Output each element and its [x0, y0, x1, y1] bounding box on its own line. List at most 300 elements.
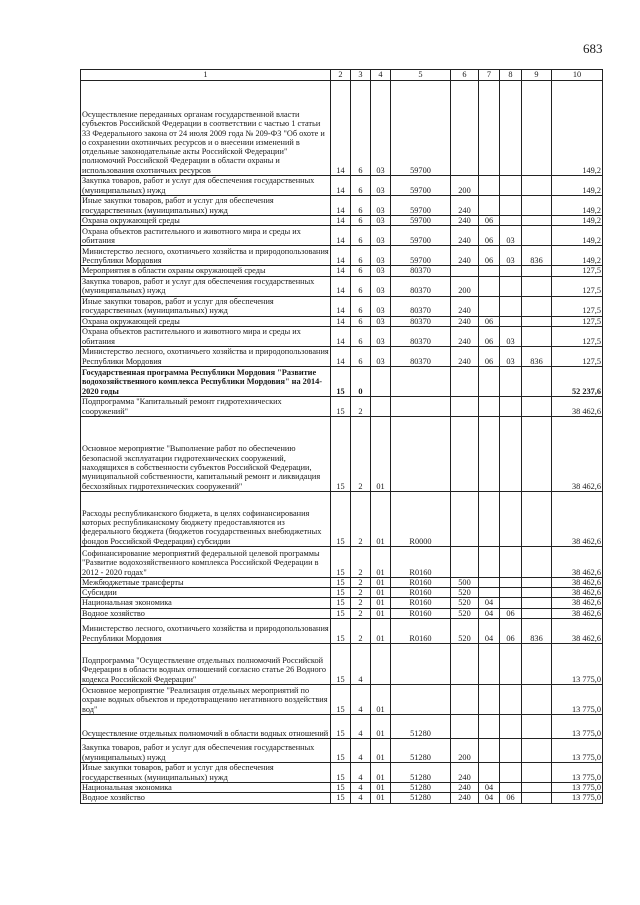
code-vr: 240 [451, 296, 479, 316]
header-cell: 9 [522, 70, 552, 81]
table-row [81, 81, 603, 176]
code-cs [391, 396, 451, 416]
table-row [81, 326, 603, 346]
row-description: Министерство лесного, охотничьего хозяйства и природопользования Республики Мордовия [82, 347, 329, 366]
code-vr: 520 [451, 608, 479, 618]
row-description: Расходы республиканского бюджета, в целях софинансирования которых республиканскому бюджету предоставляются из федерального бюджета (бюджетов государственных внебюджетных фондов Российской Федерации) субсидии [81, 491, 331, 546]
code-gr2 [522, 715, 552, 739]
code-cs: R0000 [391, 491, 451, 546]
table-row [81, 793, 603, 803]
code-gr2 [522, 276, 552, 296]
code-vr [451, 366, 479, 396]
code-vr [451, 266, 479, 276]
code-rz [479, 296, 500, 316]
code-pr2 [500, 176, 522, 196]
table-row [81, 685, 603, 715]
row-description: Закупка товаров, работ и услуг для обеспечения государственных (муниципальных) нужд [81, 739, 331, 763]
code-pr2: 06 [500, 608, 522, 618]
code-pr: 2 [351, 608, 371, 618]
code-rz [479, 81, 500, 176]
row-description: Национальная экономика [81, 783, 331, 793]
code-rz [479, 416, 500, 491]
table-row [81, 546, 603, 577]
code-vr: 240 [451, 196, 479, 216]
header-cell: 6 [451, 70, 479, 81]
code-pr: 2 [351, 396, 371, 416]
code-gr2 [522, 598, 552, 608]
code-pr2: 03 [500, 246, 522, 266]
code-vr: 520 [451, 588, 479, 598]
code-gr: 15 [331, 396, 351, 416]
row-description: Охрана окружающей среды [81, 316, 331, 326]
code-rz [479, 366, 500, 396]
row-amount: 13 775,0 [552, 739, 603, 763]
code-gr2 [522, 396, 552, 416]
code-cs: R0160 [391, 619, 451, 644]
code-gr: 14 [331, 316, 351, 326]
row-amount: 13 775,0 [552, 715, 603, 739]
code-mp: 01 [371, 715, 391, 739]
code-gr2 [522, 81, 552, 176]
code-mp: 01 [371, 491, 391, 546]
code-pr2 [500, 416, 522, 491]
table-row [81, 196, 603, 216]
code-gr: 14 [331, 346, 351, 366]
table-row [81, 608, 603, 618]
code-gr: 15 [331, 619, 351, 644]
code-gr2 [522, 608, 552, 618]
code-pr: 6 [351, 326, 371, 346]
code-gr2 [522, 546, 552, 577]
code-gr2 [522, 366, 552, 396]
row-description: Министерство лесного, охотничьего хозяйства и природопользования Республики Мордовия [82, 246, 329, 265]
code-pr: 6 [351, 226, 371, 246]
code-gr: 14 [331, 176, 351, 196]
code-mp [371, 396, 391, 416]
code-gr: 14 [331, 216, 351, 226]
header-cell: 3 [351, 70, 371, 81]
code-pr2 [500, 491, 522, 546]
code-rz [479, 491, 500, 546]
code-pr2 [500, 81, 522, 176]
code-pr2 [500, 316, 522, 326]
table-row [81, 763, 603, 783]
row-amount: 38 462,6 [552, 598, 603, 608]
table-header-row [81, 70, 603, 81]
row-amount: 149,2 [552, 246, 603, 266]
code-mp [371, 366, 391, 396]
code-mp: 03 [371, 196, 391, 216]
code-rz [479, 176, 500, 196]
code-rz: 06 [479, 326, 500, 346]
code-mp: 01 [371, 739, 391, 763]
code-cs: R0160 [391, 608, 451, 618]
code-pr: 4 [351, 763, 371, 783]
code-pr2 [500, 715, 522, 739]
code-cs: 80370 [391, 316, 451, 326]
code-cs [391, 685, 451, 715]
table-row [81, 246, 603, 266]
code-cs: 51280 [391, 793, 451, 803]
code-pr: 6 [351, 346, 371, 366]
code-vr [451, 81, 479, 176]
code-pr: 6 [351, 196, 371, 216]
code-gr2: 836 [522, 619, 552, 644]
code-gr2 [522, 644, 552, 685]
code-pr2 [500, 366, 522, 396]
code-gr2 [522, 577, 552, 587]
row-description: Иные закупки товаров, работ и услуг для обеспечения государственных (муниципальных) нужд [81, 196, 331, 216]
code-vr [451, 685, 479, 715]
table-row [81, 619, 603, 644]
code-gr2: 836 [522, 246, 552, 266]
row-amount: 52 237,6 [552, 366, 603, 396]
code-rz [479, 588, 500, 598]
code-cs: 51280 [391, 763, 451, 783]
code-rz [479, 763, 500, 783]
row-amount: 127,5 [552, 296, 603, 316]
row-amount: 149,2 [552, 196, 603, 216]
code-rz [479, 276, 500, 296]
code-pr: 6 [351, 176, 371, 196]
code-pr: 6 [351, 276, 371, 296]
code-gr: 15 [331, 577, 351, 587]
code-vr: 200 [451, 176, 479, 196]
table-row [81, 739, 603, 763]
code-cs: R0160 [391, 588, 451, 598]
code-gr2 [522, 416, 552, 491]
code-gr2 [522, 266, 552, 276]
code-gr: 14 [331, 296, 351, 316]
row-description: Охрана объектов растительного и животного мира и среды их обитания [81, 226, 331, 246]
row-description: Министерство лесного, охотничьего хозяйства и природопользования Республики Мордовия [81, 619, 331, 644]
code-rz: 04 [479, 619, 500, 644]
table-row [81, 226, 603, 246]
table-row [81, 588, 603, 598]
code-cs [391, 366, 451, 396]
code-mp: 01 [371, 546, 391, 577]
header-cell: 1 [81, 70, 331, 81]
table-row [81, 346, 603, 366]
code-rz [479, 266, 500, 276]
code-mp: 01 [371, 608, 391, 618]
row-description: Государственная программа Республики Мордовия "Развитие водохозяйственного комплекса Республики Мордовия" на 2014-2020 годы [81, 366, 331, 396]
code-mp: 03 [371, 246, 391, 266]
row-amount: 38 462,6 [552, 608, 603, 618]
row-amount: 13 775,0 [552, 783, 603, 793]
code-gr2 [522, 763, 552, 783]
code-vr: 520 [451, 598, 479, 608]
code-pr2: 03 [500, 226, 522, 246]
code-vr: 200 [451, 739, 479, 763]
row-amount: 149,2 [552, 81, 603, 176]
code-rz: 04 [479, 608, 500, 618]
row-amount: 13 775,0 [552, 644, 603, 685]
code-mp [371, 644, 391, 685]
header-cell: 8 [500, 70, 522, 81]
code-rz: 06 [479, 316, 500, 326]
code-gr: 14 [331, 226, 351, 246]
row-amount: 127,5 [552, 316, 603, 326]
row-amount: 38 462,6 [552, 491, 603, 546]
code-gr: 14 [331, 266, 351, 276]
code-pr: 2 [351, 491, 371, 546]
row-amount: 38 462,6 [552, 619, 603, 644]
table-row [81, 491, 603, 546]
code-gr: 14 [331, 246, 351, 266]
row-description: Софинансирование мероприятий федеральной целевой программы "Развитие водохозяйственного комплекса Российской Федерации в 2012 - 2020 годах" [81, 546, 331, 577]
code-pr2 [500, 783, 522, 793]
code-vr [451, 396, 479, 416]
code-rz: 04 [479, 793, 500, 803]
header-cell: 10 [552, 70, 603, 81]
code-pr2 [500, 577, 522, 587]
code-gr: 14 [331, 196, 351, 216]
code-mp: 01 [371, 619, 391, 644]
code-rz [479, 715, 500, 739]
code-rz: 06 [479, 246, 500, 266]
code-pr2 [500, 644, 522, 685]
code-pr: 2 [351, 546, 371, 577]
row-amount: 127,5 [552, 266, 603, 276]
code-mp: 01 [371, 577, 391, 587]
code-cs: R0160 [391, 598, 451, 608]
row-amount: 127,5 [552, 346, 603, 366]
header-cell: 4 [371, 70, 391, 81]
code-pr: 4 [351, 685, 371, 715]
code-cs: 59700 [391, 226, 451, 246]
row-description: Основное мероприятие "Выполнение работ по обеспечению безопасной эксплуатации гидротехнических сооружений, находящихся в собственности субъектов Российской Федерации, муниципальной собственности, капитальный ремонт и ликвидация бесхозяйных гидротехнических сооружений" [81, 416, 331, 491]
code-pr: 4 [351, 793, 371, 803]
code-gr2: 836 [522, 346, 552, 366]
row-description: Основное мероприятие "Реализация отдельных мероприятий по охране водных объектов и предотвращению негативного воздействия вод" [81, 685, 331, 715]
code-gr2 [522, 316, 552, 326]
code-pr2 [500, 216, 522, 226]
code-cs [391, 416, 451, 491]
row-description: Субсидии [81, 588, 331, 598]
row-description: Мероприятия в области охраны окружающей среды [81, 266, 331, 276]
code-cs: R0160 [391, 577, 451, 587]
code-cs: 80370 [391, 266, 451, 276]
row-description: Межбюджетные трансферты [81, 577, 331, 587]
code-cs: 59700 [391, 176, 451, 196]
row-amount: 38 462,6 [552, 396, 603, 416]
row-amount: 149,2 [552, 176, 603, 196]
code-rz: 06 [479, 226, 500, 246]
code-gr2 [522, 685, 552, 715]
code-gr: 15 [331, 763, 351, 783]
row-amount: 149,2 [552, 216, 603, 226]
row-description: Охрана окружающей среды [81, 216, 331, 226]
code-gr: 15 [331, 546, 351, 577]
row-description: Закупка товаров, работ и услуг для обеспечения государственных (муниципальных) нужд [81, 276, 331, 296]
row-description: Осуществление отдельных полномочий в области водных отношений [81, 715, 331, 739]
code-pr2: 03 [500, 326, 522, 346]
code-gr2 [522, 793, 552, 803]
row-description: Подпрограмма "Капитальный ремонт гидротехнических сооружений" [81, 396, 331, 416]
code-gr: 15 [331, 366, 351, 396]
code-cs: 59700 [391, 81, 451, 176]
code-pr2 [500, 296, 522, 316]
code-vr [451, 546, 479, 577]
table-row [81, 783, 603, 793]
code-mp: 01 [371, 793, 391, 803]
code-gr: 15 [331, 715, 351, 739]
code-gr: 15 [331, 598, 351, 608]
row-description: Водное хозяйство [81, 608, 331, 618]
table-row [81, 396, 603, 416]
code-gr2 [522, 326, 552, 346]
code-pr2 [500, 266, 522, 276]
header-cell: 2 [331, 70, 351, 81]
code-rz [479, 396, 500, 416]
code-vr [451, 644, 479, 685]
code-cs: 59700 [391, 246, 451, 266]
code-cs [391, 644, 451, 685]
code-pr: 2 [351, 416, 371, 491]
table-row [81, 296, 603, 316]
code-gr: 15 [331, 644, 351, 685]
code-pr: 0 [351, 366, 371, 396]
code-vr: 240 [451, 783, 479, 793]
code-gr2 [522, 783, 552, 793]
code-pr2 [500, 685, 522, 715]
code-rz: 06 [479, 216, 500, 226]
code-pr: 2 [351, 598, 371, 608]
code-pr2 [500, 588, 522, 598]
code-gr2 [522, 739, 552, 763]
code-vr [451, 491, 479, 546]
code-gr2 [522, 491, 552, 546]
row-description: Водное хозяйство [81, 793, 331, 803]
code-gr: 14 [331, 81, 351, 176]
table-row [81, 266, 603, 276]
code-pr: 4 [351, 644, 371, 685]
code-cs: 59700 [391, 216, 451, 226]
row-description: Иные закупки товаров, работ и услуг для обеспечения государственных (муниципальных) нужд [81, 296, 331, 316]
code-gr2 [522, 588, 552, 598]
row-amount: 13 775,0 [552, 793, 603, 803]
code-cs: 80370 [391, 326, 451, 346]
code-vr: 240 [451, 316, 479, 326]
code-rz [479, 546, 500, 577]
code-mp: 03 [371, 226, 391, 246]
code-vr [451, 416, 479, 491]
code-mp: 01 [371, 763, 391, 783]
code-vr: 200 [451, 276, 479, 296]
code-rz: 04 [479, 598, 500, 608]
code-cs: R0160 [391, 546, 451, 577]
code-mp: 03 [371, 296, 391, 316]
code-pr: 2 [351, 588, 371, 598]
code-cs: 59700 [391, 196, 451, 216]
table-row [81, 715, 603, 739]
code-cs: 51280 [391, 715, 451, 739]
code-mp: 03 [371, 216, 391, 226]
code-pr: 4 [351, 715, 371, 739]
code-mp: 03 [371, 81, 391, 176]
budget-table [80, 69, 603, 804]
row-amount: 149,2 [552, 226, 603, 246]
code-pr: 2 [351, 577, 371, 587]
code-gr: 15 [331, 588, 351, 598]
code-gr: 15 [331, 416, 351, 491]
code-pr2 [500, 598, 522, 608]
row-description: Охрана объектов растительного и животного мира и среды их обитания [81, 326, 331, 346]
code-gr: 15 [331, 739, 351, 763]
row-description: Подпрограмма "Осуществление отдельных полномочий Российской Федерации в области водных отношений согласно статье 26 Водного кодекса Российской Федерации" [81, 644, 331, 685]
code-vr: 240 [451, 226, 479, 246]
code-vr: 240 [451, 326, 479, 346]
code-cs: 80370 [391, 296, 451, 316]
code-mp: 03 [371, 176, 391, 196]
code-rz: 06 [479, 346, 500, 366]
code-pr2 [500, 196, 522, 216]
code-pr2 [500, 276, 522, 296]
code-vr: 240 [451, 246, 479, 266]
code-rz [479, 644, 500, 685]
code-rz [479, 739, 500, 763]
row-amount: 38 462,6 [552, 546, 603, 577]
code-gr2 [522, 226, 552, 246]
code-gr: 15 [331, 783, 351, 793]
code-mp: 03 [371, 266, 391, 276]
code-pr: 4 [351, 783, 371, 793]
code-rz [479, 196, 500, 216]
code-mp: 01 [371, 416, 391, 491]
code-vr: 240 [451, 216, 479, 226]
row-description: Осуществление переданных органам государственной власти субъектов Российской Федерации в соответствии с частью 1 статьи 33 Федерального закона от 24 июля 2009 года № 209-ФЗ "Об охоте и о сохранении охотничьих ресурсов и о внесении изменений в отдельные законодательные акты Российской Федерации" полномочий Российской Федерации в области охраны и использования охотничьих ресурсов [81, 81, 331, 176]
code-pr: 6 [351, 296, 371, 316]
code-pr2: 03 [500, 346, 522, 366]
code-mp: 03 [371, 346, 391, 366]
code-pr2 [500, 763, 522, 783]
header-cell: 7 [479, 70, 500, 81]
table-row [81, 416, 603, 491]
code-cs: 51280 [391, 783, 451, 793]
code-mp: 03 [371, 326, 391, 346]
code-pr2: 06 [500, 619, 522, 644]
table-row [81, 316, 603, 326]
code-gr2 [522, 216, 552, 226]
code-gr2 [522, 196, 552, 216]
code-gr: 15 [331, 608, 351, 618]
code-pr2 [500, 396, 522, 416]
code-mp: 01 [371, 685, 391, 715]
table-row [81, 176, 603, 196]
code-vr: 240 [451, 763, 479, 783]
code-vr: 240 [451, 793, 479, 803]
code-mp: 03 [371, 276, 391, 296]
code-gr: 15 [331, 793, 351, 803]
code-mp: 03 [371, 316, 391, 326]
table-row [81, 276, 603, 296]
code-vr: 500 [451, 577, 479, 587]
code-vr: 520 [451, 619, 479, 644]
code-gr: 14 [331, 276, 351, 296]
code-gr2 [522, 296, 552, 316]
table-row [81, 644, 603, 685]
row-amount: 127,5 [552, 276, 603, 296]
code-pr2: 06 [500, 793, 522, 803]
page-number: 683 [583, 41, 603, 56]
row-amount: 13 775,0 [552, 685, 603, 715]
code-mp: 01 [371, 783, 391, 793]
code-cs: 80370 [391, 346, 451, 366]
code-gr2 [522, 176, 552, 196]
code-pr: 6 [351, 81, 371, 176]
code-pr: 4 [351, 739, 371, 763]
